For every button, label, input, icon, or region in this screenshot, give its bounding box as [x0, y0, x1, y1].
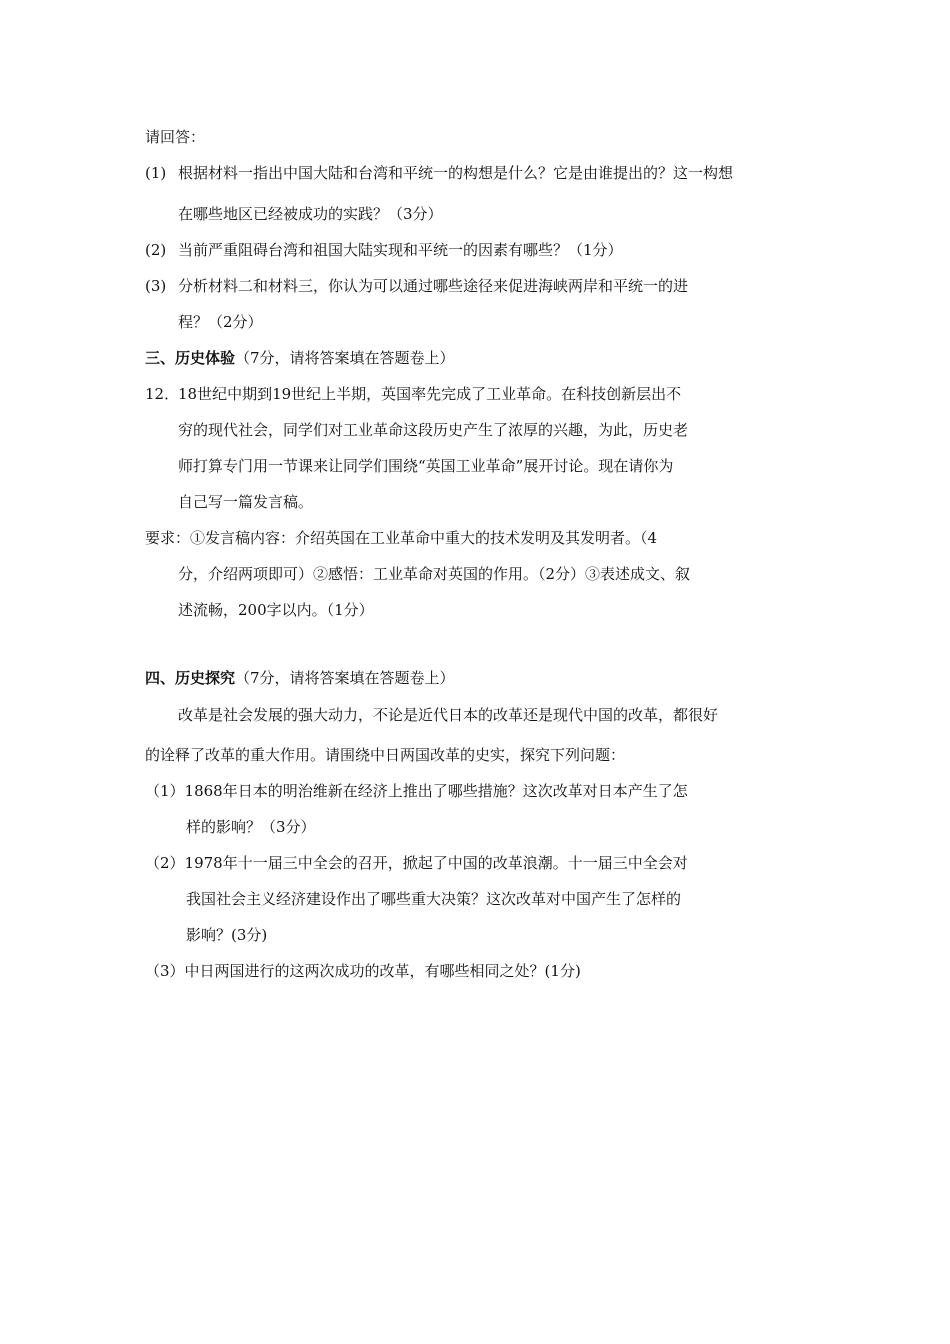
- question-text: 程？（2分）: [178, 313, 263, 331]
- question-text: （3）中日两国进行的这两次成功的改革，有哪些相同之处？(1分): [145, 962, 581, 980]
- section-heading: [145, 668, 455, 688]
- section-note: （7分，请将答案填在答题卷上）: [235, 669, 455, 687]
- question-text: 在哪些地区已经被成功的实践？（3分）: [178, 205, 443, 223]
- section-title: 四、历史探究: [145, 669, 236, 687]
- question-number: (2): [145, 241, 167, 259]
- question-text: 自己写一篇发言稿。: [178, 493, 314, 511]
- intro-text: 改革是社会发展的强大动力，不论是近代日本的改革还是现代中国的改革，都很好: [178, 706, 719, 724]
- question-number: (1): [145, 164, 167, 182]
- question-number: (3): [145, 277, 167, 295]
- requirement-text: 述流畅，200字以内。（1分）: [178, 601, 374, 619]
- question-text: 师打算专门用一节课来让同学们围绕“英国工业革命”展开讨论。现在请你为: [178, 457, 674, 475]
- requirement-text: 分，介绍两项即可）②感悟：工业革命对英国的作用。（2分）③表述成文、叙: [178, 565, 691, 583]
- question-text: （2）1978年十一届三中全会的召开，掀起了中国的改革浪潮。十一届三中全会对: [145, 854, 688, 872]
- section-title: 三、历史体验: [145, 349, 236, 367]
- question-text: 穷的现代社会，同学们对工业革命这段历史产生了浓厚的兴趣，为此，历史老: [178, 421, 689, 439]
- question-text: 18世纪中期到19世纪上半期，英国率先完成了工业革命。在科技创新层出不: [178, 385, 682, 403]
- answer-prompt: 请回答：: [145, 128, 206, 146]
- question-text: （1）1868年日本的明治维新在经济上推出了哪些措施？这次改革对日本产生了怎: [145, 782, 688, 800]
- question-text: 我国社会主义经济建设作出了哪些重大决策？这次改革对中国产生了怎样的: [186, 890, 682, 908]
- question-number: 12．: [145, 385, 180, 403]
- question-text: 样的影响？（3分）: [186, 818, 316, 836]
- question-text: 根据材料一指出中国大陆和台湾和平统一的构想是什么？它是由谁提出的？这一构想: [178, 164, 734, 182]
- section-heading: [145, 348, 455, 368]
- question-text: 当前严重阻碍台湾和祖国大陆实现和平统一的因素有哪些？（1分）: [178, 241, 623, 259]
- question-text: 影响？(3分): [186, 926, 268, 944]
- question-text: 分析材料二和材料三，你认为可以通过哪些途径来促进海峡两岸和平统一的进: [178, 277, 689, 295]
- section-note: （7分，请将答案填在答题卷上）: [235, 349, 455, 367]
- requirement-text: 要求：①发言稿内容：介绍英国在工业革命中重大的技术发明及其发明者。（4: [145, 529, 658, 547]
- intro-text: 的诠释了改革的重大作用。请围绕中日两国改革的史实，探究下列问题：: [145, 746, 626, 764]
